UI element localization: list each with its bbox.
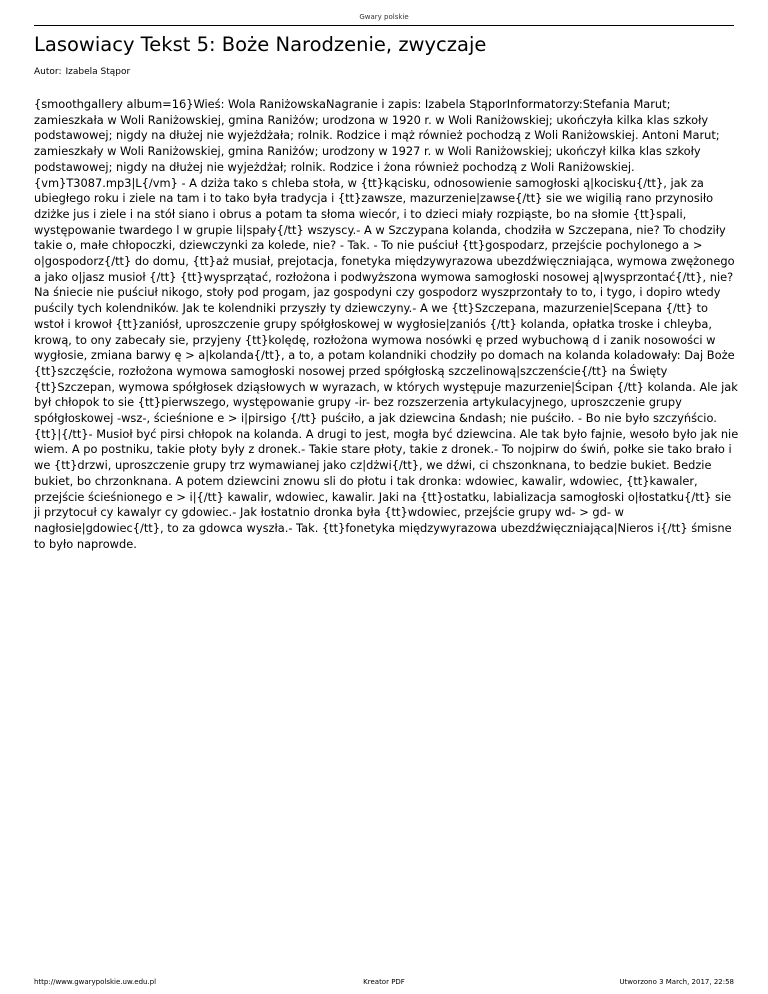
author-label: Autor: — [34, 67, 62, 77]
author-line — [34, 67, 130, 77]
footer-generator: Kreator PDF — [363, 978, 405, 986]
site-header: Gwary polskie — [359, 13, 409, 21]
author-name: Izabela Stąpor — [65, 67, 131, 77]
article-body: {smoothgallery album=16}Wieś: Wola RaniżowskaNagranie i zapis: Izabela StąporInformatorzy:Stefania Marut; zamieszkała w Woli Raniżowskiej, gmina Raniżów; urodzona w 1920 r. w Woli Raniżowskiej; ukończyła kilka klas szkoły podstawowej; nigdy na dłużej nie wyjeżdżała; rolnik. Rodzice i mąż również pochodzą z Woli Raniżowskiej. Antoni Marut; zamieszkały w Woli Raniżowskiej, gmina Raniżów; urodzony w 1927 r. w Woli Raniżowskiej; ukończył kilka klas szkoły podstawowej; nigdy na dłużej nie wyjeżdżał; rolnik. Rodzice i żona również pochodzą z Woli Raniżowskiej. {vm}T3087.mp3|L{/vm} - A dziża tako s chleba stoła, w {tt}kącisku, odnosowienie samogłoski ą|kocisku{/tt}, jak za ubiegłego roku i ziele na tam i to tako była tradycja i {tt}zawsze, mazurzenie|zawse{/tt} sie we wigilią rano przynosiło dziżke jus i ziele i na stół siano i obrus a potam ta słoma wiecór, i to dzieci miały rozpiąste, bo na słomie {tt}spali, występowanie twardego l w grupie li|spały{/tt} wszyscy.- A w Szczypana kolanda, chodziła w Szczepana, nie? To chodziły takie o, małe chłopoczki, dziewczynki za kolede, nie? - Tak. - To nie puściuł {tt}gospodarz, przejście pochylonego a > o|gospodorz{/tt} do domu, {tt}aż musiał, prejotacja, fonetyka międzywyrazowa ubezdźwięczniająca, wymowa zwężonego a jako o|jasz musioł {/tt} {tt}wysprzątać, rozłożona i podwyższona wymowa samogłoski nosowej ą|wysprzontać{/tt}, nie? Na śniecie nie puściuł nikogo, stoły pod progam, jaz gospodyni czy gospodorz wyszprzontały to to, i tygo, i dopiro wtedy puścily tych kolendników. Jak te kolendniki przyszły ty dziewczyny.- A we {tt}Szczepana, mazurzenie|Scepana {/tt} to wstoł i krowoł {tt}zaniósł, uproszczenie grupy spółgłoskowej w wygłosie|zaniós {/tt} kolanda, opłatka troske i chleyba, krową, to ony zabecały sie, przyjeny {tt}kolędę, rozłożona wymowa nosówki ę przed wybuchową d i zanik nosowości w wygłosie, zmiana barwy ę > a|kolanda{/tt}, a to, a potam kolandniki chodziły po domach na kolanda koladowały: Daj Boże {tt}szczęście, rozłożona wymowa samogłoski nosowej przed spółgłoską szczelinową|szczenście{/tt} na Święty {tt}Szczepan, wymowa spółgłosek dziąsłowych w wyrazach, w których występuje mazurzenie|Ścipan {/tt} kolanda. Ale jak był chłopok to sie {tt}pierwszego, występowanie grupy -ir- bez rozszerzenia artykulacyjnego, uproszczenie grupy spółgłoskowej -wsz-, ścieśnione e > i|pirsigo {/tt} puściło, a jak dziewcina &ndash; nie puściło. - Bo nie było szczyńścio. {tt}|{/tt}- Musioł być pirsi chłopok na kolanda. A drugi to jest, mogła być dziewcina. Ale tak było fajnie, wesoło było jak nie wiem. A po postniku, takie płoty były z dronek.- Takie stare płoty, takie z dronek.- To nojpirw do świń, połke sie tako brało i we {tt}drzwi, uproszczenie grupy trz wymawianej jako cz|dżwi{/tt}, we dźwi, ci chszonknana, to bedzie bukiet. Bedzie bukiet, bo chrzonknana. A potem dziewcini znowu sli do płotu i tak dronka: wdowiec, kawalir, wdowiec, {tt}kawaler, przejście ścieśnionego e > i|{/tt} kawalir, wdowiec, kawalir. Jaki na {tt}ostatku, labializacja samogłoski o|łostatku{/tt} sie ji przytocuł cy kawalyr cy gdowiec.- Jak łostatnio dronka była {tt}wdowiec, przejście grupy wd- > gd- w nagłosie|gdowiec{/tt}, to za gdowca wyszła.- Tak. {tt}fonetyka międzywyrazowa ubezdźwięczniająca|Nieros i{/tt} śmisne to było naprowde. — [34, 97, 739, 551]
footer-url: http://www.gwarypolskie.uw.edu.pl — [34, 978, 157, 986]
footer-created-date: Utworzono 3 March, 2017, 22:58 — [619, 978, 734, 986]
header-divider — [34, 25, 734, 26]
article-title: Lasowiacy Tekst 5: Boże Narodzenie, zwyczaje — [34, 33, 487, 56]
page-footer — [0, 978, 768, 988]
